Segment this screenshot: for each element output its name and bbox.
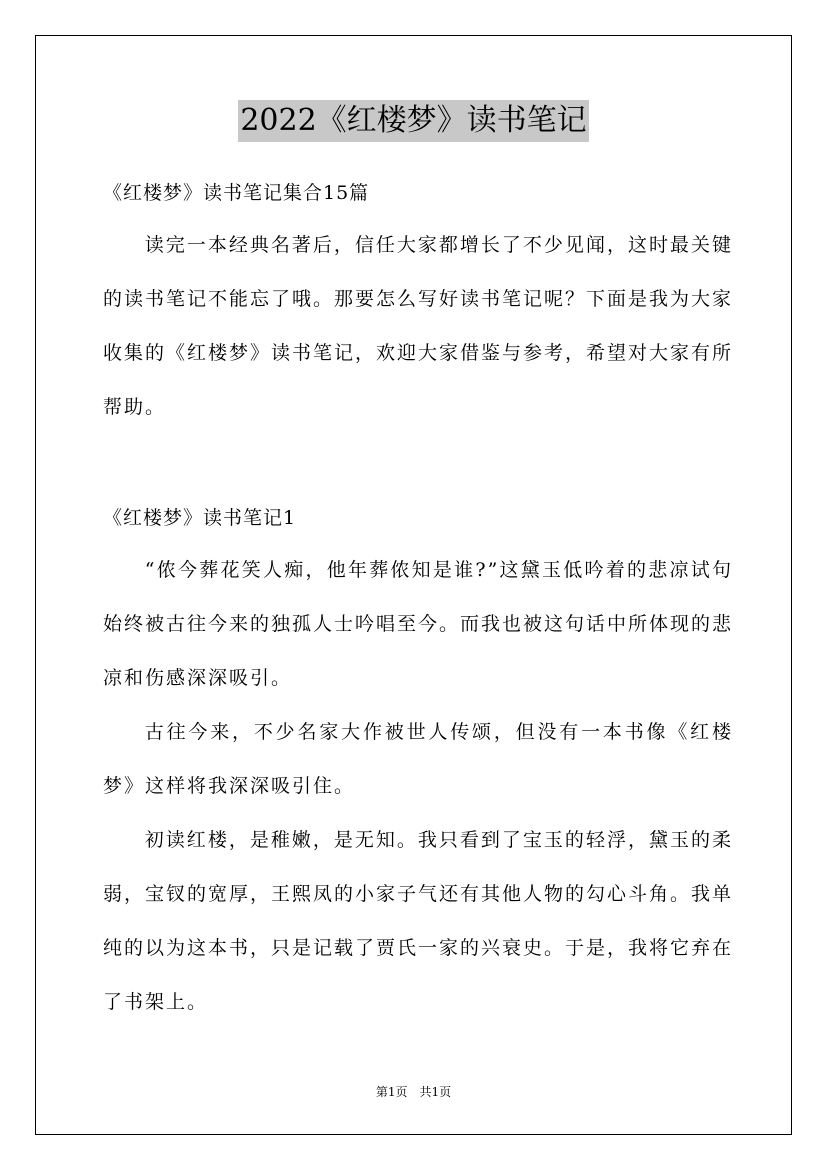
- section-paragraph-1: “侬今葬花笑人痴，他年葬侬知是谁?”这黛玉低吟着的悲凉试句始终被古往今来的独孤人士吟唱至今。而我也被这句话中所体现的悲凉和伤感深深吸引。: [103, 559, 734, 689]
- section-heading: 《红楼梦》读书笔记1: [103, 507, 297, 529]
- section-paragraph-3: 初读红楼，是稚嫩，是无知。我只看到了宝玉的轻浮，黛玉的柔弱，宝钗的宽厚，王熙凤的小家子气还有其他人物的勾心斗角。我单纯的以为这本书，只是记载了贾氏一家的兴衰史。于是，我将它弃在了书架上。: [103, 829, 734, 1013]
- page-footer: 第1页 共1页: [375, 1085, 452, 1099]
- intro-paragraph: 读完一本经典名著后，信任大家都增长了不少见闻，这时最关键的读书笔记不能忘了哦。那要怎么写好读书笔记呢？下面是我为大家收集的《红楼梦》读书笔记，欢迎大家借鉴与参考，希望对大家有所帮助。: [103, 234, 734, 418]
- title-container: [0, 100, 827, 142]
- intro-paragraph-block: [103, 218, 733, 434]
- document-subtitle: 《红楼梦》读书笔记集合15篇: [103, 182, 370, 204]
- section-body: [103, 543, 733, 1029]
- section-paragraph-2: 古往今来，不少名家大作被世人传颂，但没有一本书像《红楼梦》这样将我深深吸引住。: [103, 721, 733, 797]
- document-title: 2022《红楼梦》读书笔记: [238, 100, 588, 142]
